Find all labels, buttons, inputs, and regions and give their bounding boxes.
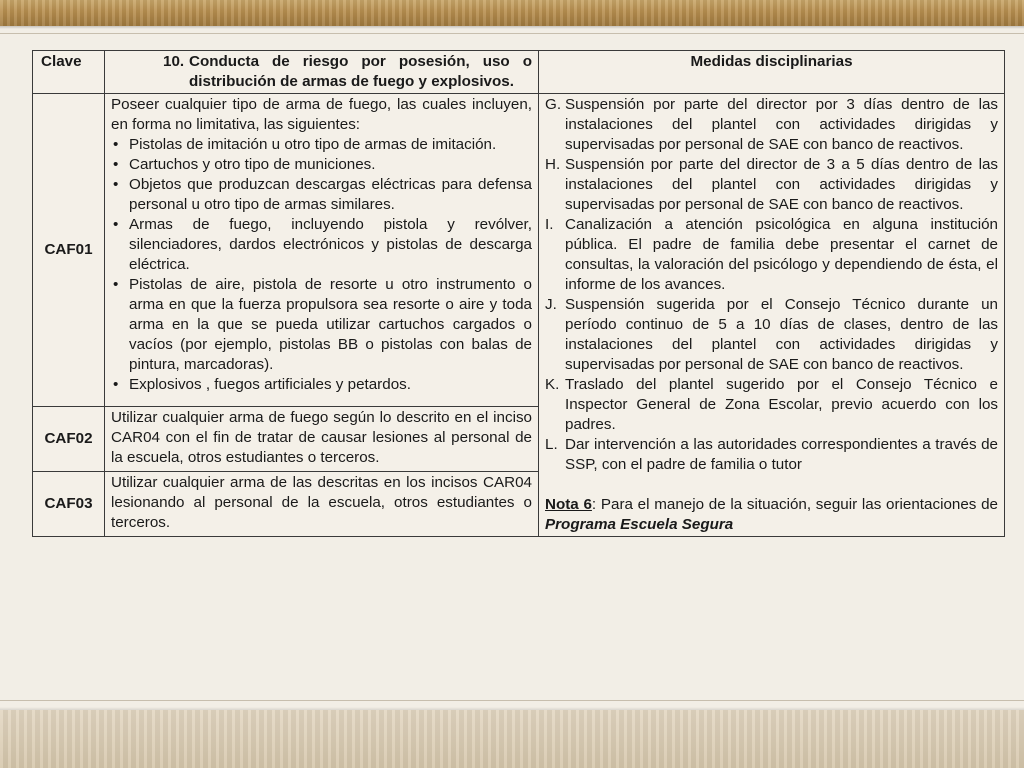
header-medidas: Medidas disciplinarias	[539, 51, 1005, 94]
table-header-row	[33, 51, 1005, 94]
bullet-icon: •	[113, 176, 119, 193]
list-item: G. Suspensión por parte del director por 3 días dentro de las instalaciones del plantel con actividades dirigidas y supervisadas por personal de SAE con banco de reactivos.	[545, 96, 998, 153]
medidas-cell	[539, 94, 1005, 537]
list-item: L. Dar intervención a las autoridades correspondientes a través de SSP, con el padre de familia o tutor	[545, 436, 998, 473]
divider-line	[0, 700, 1024, 701]
list-item: K. Traslado del plantel sugerido por el Consejo Técnico e Inspector General de Zona Escolar, previo acuerdo con los padres.	[545, 376, 998, 433]
top-decorative-band	[0, 0, 1024, 26]
nota-label: Nota 6	[545, 496, 592, 513]
header-clave: Clave	[33, 51, 105, 94]
nota-text: : Para el manejo de la situación, seguir las orientaciones de	[591, 496, 998, 513]
conducta-intro: Poseer cualquier tipo de arma de fuego, las cuales incluyen, en forma no limitativa, las siguientes:	[111, 96, 532, 133]
bullet-icon: •	[113, 216, 119, 233]
program-name: Programa Escuela Segura	[545, 516, 734, 533]
list-item: J. Suspensión sugerida por el Consejo Técnico durante un período continuo de 5 a 10 días de clases, dentro de las instalaciones del plantel con actividades dirigidas y supervisadas por personal de SAE con banco de reactivos.	[545, 296, 998, 373]
divider-line	[0, 33, 1024, 34]
list-item: • Cartuchos y otro tipo de municiones.	[113, 156, 376, 173]
list-item: • Explosivos , fuegos artificiales y petardos.	[113, 376, 411, 393]
header-conducta-number: 10.	[163, 53, 185, 70]
conducta-cell: Utilizar cualquier arma de fuego según lo descrito en el inciso CAR04 con el fin de tratar de causar lesiones al personal de la escuela, otros estudiantes o terceros.	[105, 406, 539, 471]
bullet-icon: •	[113, 156, 119, 173]
header-conducta-text: Conducta de riesgo por posesión, uso o distribución de armas de fuego y explosivos.	[189, 53, 532, 90]
measures-list	[545, 95, 998, 475]
bottom-decorative-band	[0, 710, 1024, 768]
table-row	[33, 94, 1005, 407]
list-item: • Pistolas de aire, pistola de resorte u otro instrumento o arma en que la fuerza propulsora sea resorte o aire y toda arma en la que se pueda utilizar cartuchos cargados o vacíos (por ejemplo, pistolas BB o pistolas con balas de pintura, marcadoras).	[113, 276, 532, 373]
list-item: • Pistolas de imitación u otro tipo de armas de imitación.	[113, 136, 497, 153]
list-item: • Armas de fuego, incluyendo pistola y revólver, silenciadores, dardos electrónicos y pistolas de descarga eléctrica.	[113, 216, 532, 273]
header-conducta	[105, 51, 539, 94]
clave-cell: CAF01	[33, 94, 105, 407]
list-item: I. Canalización a atención psicológica en alguna institución pública. El padre de familia debe presentar el carnet de consultas, la valoración del psicólogo y dependiendo de ésta, el informe de los avances.	[545, 216, 998, 293]
bullet-icon: •	[113, 376, 119, 393]
bullet-icon: •	[113, 136, 119, 153]
weapons-list	[111, 135, 532, 395]
list-item: H. Suspensión por parte del director de 3 a 5 días dentro de las instalaciones del plantel con actividades dirigidas y supervisadas por personal de SAE con banco de reactivos.	[545, 156, 998, 213]
clave-cell: CAF02	[33, 406, 105, 471]
conducta-cell: Utilizar cualquier arma de las descritas en los incisos CAR04 lesionando al personal de la escuela, otros estudiantes o terceros.	[105, 471, 539, 536]
nota-note	[545, 495, 998, 535]
bullet-icon: •	[113, 276, 119, 293]
conducta-cell	[105, 94, 539, 407]
clave-cell: CAF03	[33, 471, 105, 536]
disciplinary-table	[32, 50, 1005, 537]
list-item: • Objetos que produzcan descargas eléctricas para defensa personal u otro tipo de armas similares.	[113, 176, 532, 213]
